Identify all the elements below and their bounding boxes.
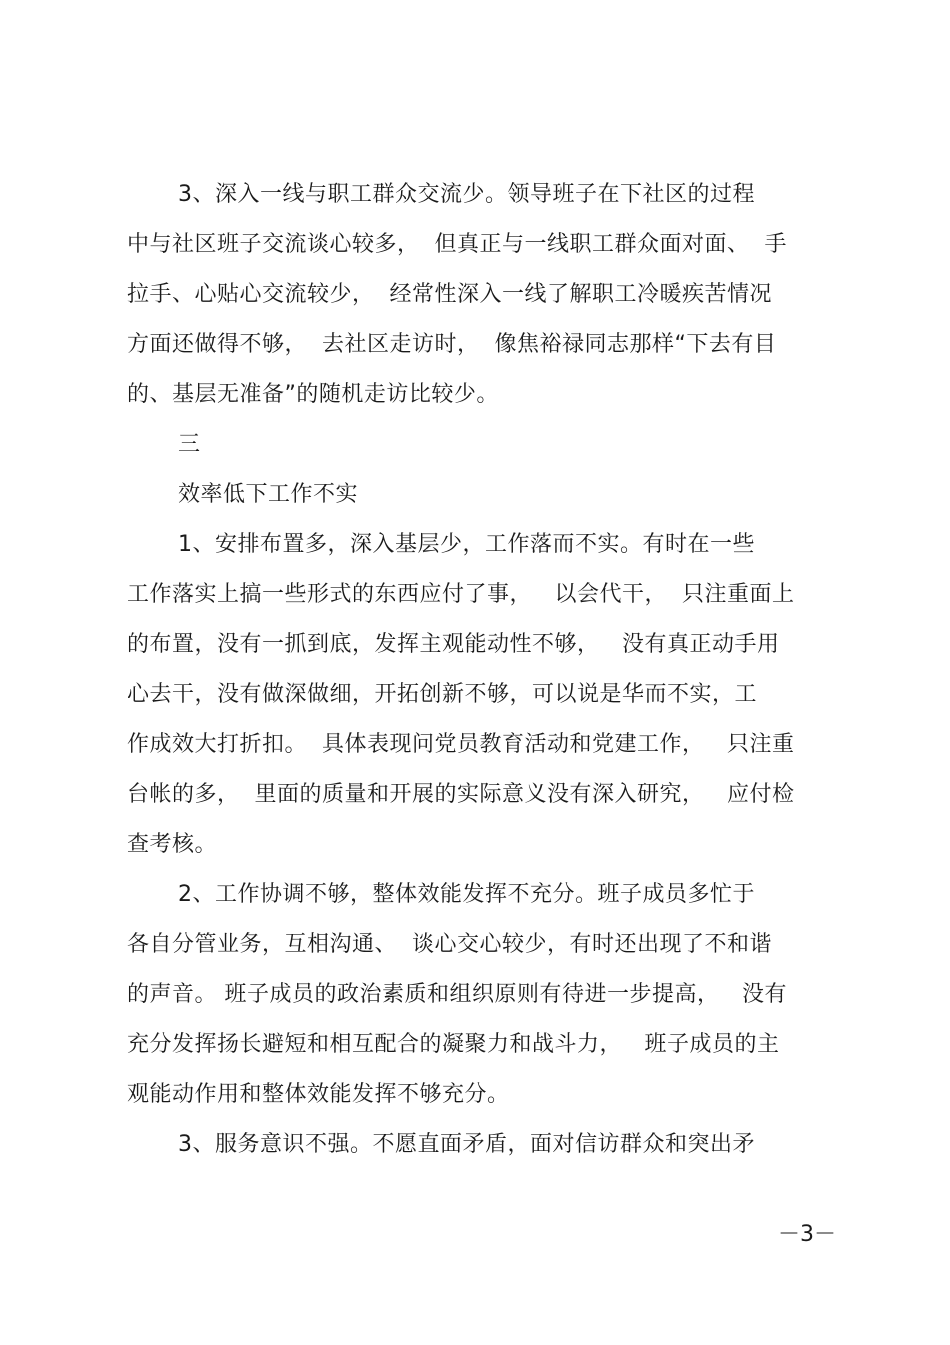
paragraph-line: 作成效大打折扣。 具体表现问党员教育活动和党建工作， 只注重 [127,732,795,757]
paragraph-line: 的、基层无准备”的随机走访比较少。 [127,382,499,407]
paragraph-line: 1、安排布置多，深入基层少，工作落而不实。有时在一些 [178,532,755,557]
paragraph-line: 工作落实上搞一些形式的东西应付了事， 以会代干， 只注重面上 [127,582,795,607]
paragraph-line: 查考核。 [127,832,218,857]
section-heading: 效率低下工作不实 [178,482,359,507]
paragraph-line: 各自分管业务，互相沟通、 谈心交心较少，有时还出现了不和谐 [127,932,772,957]
paragraph-line: 的布置，没有一抓到底，发挥主观能动性不够， 没有真正动手用 [127,632,780,657]
paragraph-line: 充分发挥扬长避短和相互配合的凝聚力和战斗力， 班子成员的主 [127,1032,780,1057]
paragraph-line: 方面还做得不够， 去社区走访时， 像焦裕禄同志那样“下去有目 [127,332,777,357]
paragraph-line: 拉手、心贴心交流较少， 经常性深入一线了解职工冷暖疾苦情况 [127,282,772,307]
page-number: －3－ [778,1222,836,1247]
section-number: 三 [178,432,201,457]
paragraph-line: 台帐的多， 里面的质量和开展的实际意义没有深入研究， 应付检 [127,782,795,807]
paragraph-line: 观能动作用和整体效能发挥不够充分。 [127,1082,510,1107]
paragraph-line: 中与社区班子交流谈心较多， 但真正与一线职工群众面对面、 手 [127,232,787,257]
paragraph-line: 2、工作协调不够，整体效能发挥不充分。班子成员多忙于 [178,882,755,907]
paragraph-line: 心去干，没有做深做细，开拓创新不够，可以说是华而不实，工 [127,682,758,707]
paragraph-line: 3、深入一线与职工群众交流少。领导班子在下社区的过程 [178,182,755,207]
paragraph-line: 3、服务意识不强。不愿直面矛盾，面对信访群众和突出矛 [178,1132,755,1157]
paragraph-line: 的声音。 班子成员的政治素质和组织原则有待进一步提高， 没有 [127,982,787,1007]
